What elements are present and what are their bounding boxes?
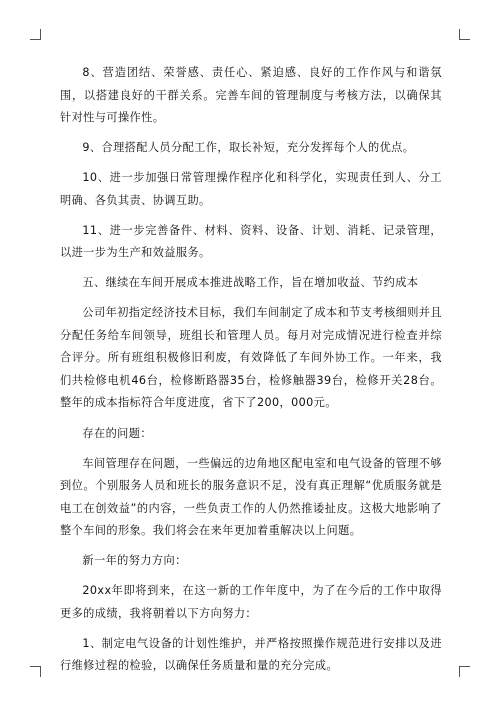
crop-mark-bottom-left (30, 666, 41, 677)
paragraph-item-8: 8、营造团结、荣誉感、责任心、紧迫感、良好的工作作风与和谐氛围，以搭建良好的干群关系。完善车间的管理制度与考核方法，以确保其针对性与可操作性。 (60, 66, 442, 124)
paragraph-direction-1: 1、制定电气设备的计划性维护，并严格按照操作规范进行安排以及进行维修过程的检验，以确保任务质量和量的充分完成。 (60, 636, 442, 673)
section-heading-cost: 五、继续在车间开展成本推进战略工作，旨在增加收益、节约成本 (82, 276, 419, 290)
paragraph-item-10: 10、进一步加强日常管理操作程序化和科学化，实现责任到人、分工明确、各负其责、协调互助。 (60, 171, 442, 207)
heading-new-year-direction: 新一年的努力方向： (82, 554, 187, 568)
paragraph-item-11: 11、进一步完善备件、材料、资料、设备、计划、消耗、记录管理，以进一步为生产和效益服务。 (60, 223, 442, 260)
document-body (60, 62, 442, 686)
crop-mark-top-left (30, 29, 41, 40)
crop-mark-top-right (459, 29, 470, 40)
paragraph-cost-summary: 公司年初指定经济技术目标，我们车间制定了成本和节支考核细则并且分配任务给车间领导，班组长和管理人员。每月对完成情况进行检查并综合评分。所有班组积极修旧利废，有效降低了车间外协工作。一年来，我们共检修电机46台，检修断路器35台，检修触器39台，检修开关28台。整年的成本指标符合年度进度，省下了200，000元。 (60, 306, 442, 410)
crop-mark-bottom-right (459, 666, 470, 677)
paragraph-problems: 车间管理存在问题，一些偏远的边角地区配电室和电气设备的管理不够到位。个别服务人员和班长的服务意识不足，没有真正理解“优质服务就是电工在创效益”的内容，一些负责工作的人仍然推诿扯皮。这极大地影响了整个车间的形象。我们将会在来年更加着重解决以上问题。 (60, 456, 442, 538)
heading-problems: 存在的问题： (82, 426, 152, 440)
paragraph-item-9: 9、合理搭配人员分配工作，取长补短，充分发挥每个人的优点。 (82, 141, 415, 155)
paragraph-new-year-intro: 20xx年即将到来，在这一新的工作年度中，为了在今后的工作中取得更多的成绩，我将朝着以下方向努力： (60, 584, 442, 620)
